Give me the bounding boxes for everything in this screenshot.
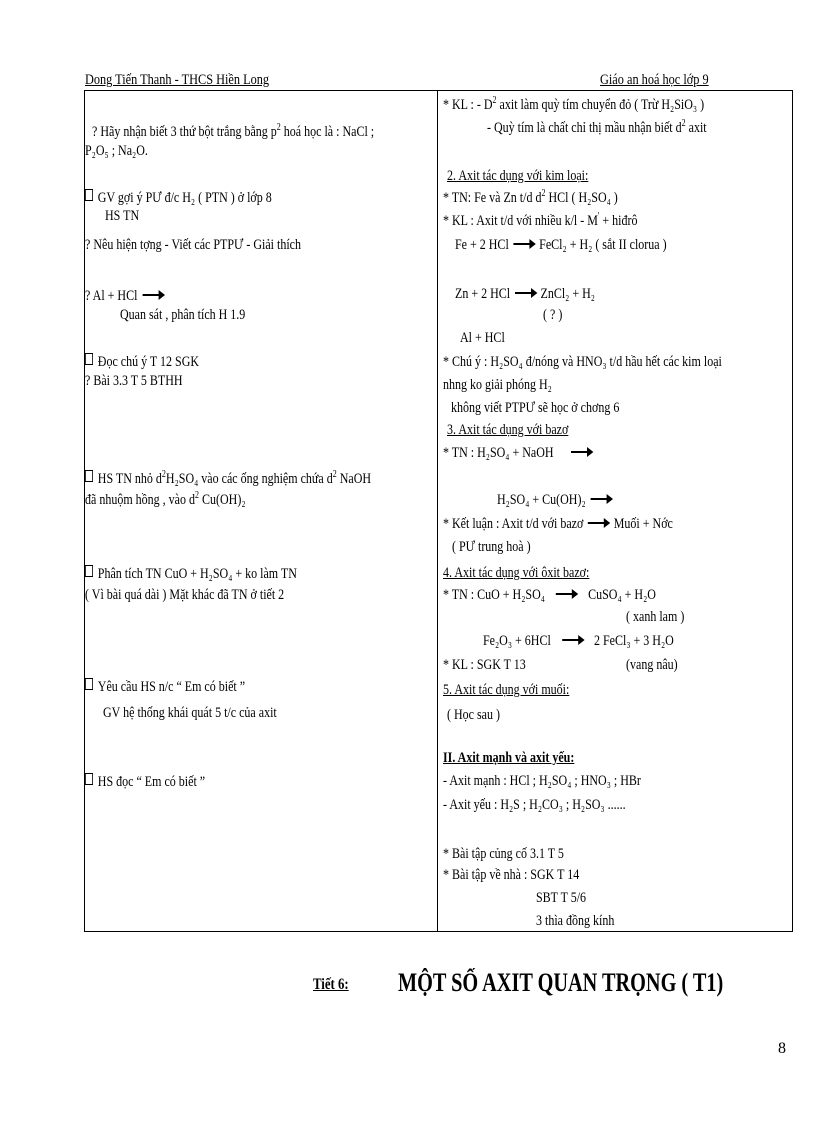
equation-fe: Fe + 2 HCl FeCl₂ + H₂ ( sắt II clorua ) [455,237,667,253]
arrow-icon [590,498,611,500]
neutralization: ( PƯ trung hoà ) [452,539,531,555]
main-title: MỘT SỐ AXIT QUAN TRỌNG ( T1) [398,968,724,997]
reason-long-lesson: ( Vì bài quá dài ) Mặt khác đã TN ở tiết 2 [85,587,285,603]
experiment-2: * TN: Fe và Zn t/d $d^2$ HCl ( H₂SO₄ ) [443,188,618,206]
arrow-icon [562,639,583,641]
experiment-4: * TN : CuO + H₂SO₄ CuSO₄ + H₂O [443,587,656,603]
weak-acids: - Axit yếu : H₂S ; H₂CO₃ ; H₂SO₃ ...... [443,797,626,813]
checkbox-icon [85,565,93,577]
review-exercise: * Bài tập củng cố 3.1 T 5 [443,846,564,862]
section-5-title: 5. Axit tác dụng với muối: [443,682,570,698]
page-number: 8 [778,1040,786,1057]
lesson-number: Tiết 6: [313,976,349,993]
gv-suggestion: GV gợi ý PƯ đ/c H₂ ( PTN ) ở lớp 8 [85,189,272,207]
checkbox-icon [85,470,93,482]
strong-acids: - Axit mạnh : HCl ; H₂SO₄ ; HNO₃ ; HBr [443,773,641,789]
arrow-icon [571,451,592,453]
request-read: Yêu cầu HS n/c “ Em có biết ” [85,678,245,696]
question-mark: ( ? ) [543,307,563,323]
conclusion-2: * KL : Axit t/d với nhiều k/l - M' + hiđrô [443,211,638,229]
hs-tn: HS TN [105,208,140,224]
checkbox-icon [85,678,93,690]
section-3-title: 3. Axit tác dụng với bazơ [447,422,569,438]
note-chapter-6: không viết PTPƯ sẽ học ở chơng 6 [451,400,620,416]
materials: 3 thìa đồng kính [536,913,615,929]
equation-al: Al + HCl [460,330,505,346]
question-identify-line2: P₂O₅ ; Na₂O. [85,143,148,159]
arrow-icon [515,292,536,294]
read-note: Đọc chú ý T 12 SGK [85,353,199,371]
exercise-33: ? Bài 3.3 T 5 BTHH [85,373,183,389]
note-no-h2: nhng ko giải phóng H₂ [443,377,552,393]
checkbox-icon [85,773,93,785]
study-later: ( Học sau ) [447,707,500,723]
arrow-icon [588,522,609,524]
equation-fe2o3: Fe₂O₃ + 6HCl 2 FeCl₃ + 3 H₂O [483,633,674,649]
analysis-cuo: Phân tích TN CuO + H₂SO₄ + ko làm TN [85,565,297,583]
header-subject: Giáo an hoá học lớp 9 [600,72,709,88]
arrow-icon [556,593,577,595]
equation-zn: Zn + 2 HCl ZnCl₂ + H₂ [455,286,595,302]
color-brown: (vang nâu) [626,657,678,673]
lesson-table [84,90,793,932]
checkbox-icon [85,353,93,365]
hs-experiment-naoh: HS TN nhỏ $d^2H_2SO_4$ vào các ống nghiệm chứa $d^2$ NaOH [85,470,371,488]
header-author: Dong Tiến Thanh - THCS Hiền Long [85,72,270,88]
hs-experiment-cuoh: đã nhuộm hồng , vào $d^2$ Cu(OH)₂ [85,490,246,508]
column-divider [437,90,438,932]
experiment-3: * TN : H₂SO₄ + NaOH [443,444,597,462]
conclusion-1: * KL : - $D^2$ axit làm quỳ tím chuyển đỏ ( Trừ H₂SiO₃ ) [443,95,705,113]
homework-sbt: SBT T 5/6 [536,890,587,906]
color-blue: ( xanh lam ) [626,609,685,625]
conclusion-3: * Kết luận : Axit t/d với bazơ Muối + Nớc [443,516,673,532]
question-al-hcl: ? Al + HCl [85,287,168,305]
gv-summary: GV hệ thống khái quát 5 t/c của axit [103,705,277,721]
conclusion-4: * KL : SGK T 13 [443,657,526,673]
note-h2so4: * Chú ý : H₂SO₄ đ/nóng và HNO₃ t/d hầu hết các kim loại [443,354,722,370]
arrow-icon [142,294,163,296]
section-4-title: 4. Axit tác dụng với ôxit bazơ: [443,565,590,581]
arrow-icon [514,243,535,245]
checkbox-icon [85,189,93,201]
conclusion-1-line2: - Quỳ tím là chất chỉ thị mầu nhận biết $d^2$ axit [487,118,707,136]
equation-cuoh2: H₂SO₄ + Cu(OH)₂ [497,491,616,509]
homework: * Bài tập về nhà : SGK T 14 [443,867,580,883]
observe-analysis: Quan sát , phân tích H 1.9 [120,307,246,323]
section-2-title: 2. Axit tác dụng với kim loại: [447,168,589,184]
section-ii-title: II. Axit mạnh và axit yếu: [443,750,575,766]
hs-read: HS đọc “ Em có biết ” [85,773,205,791]
question-phenomenon: ? Nêu hiện tợng - Viết các PTPƯ - Giải thích [85,237,301,253]
question-identify: ? Hãy nhận biết 3 thứ bột trắng bằng $p^2$ hoá học là : NaCl ; [92,122,375,140]
